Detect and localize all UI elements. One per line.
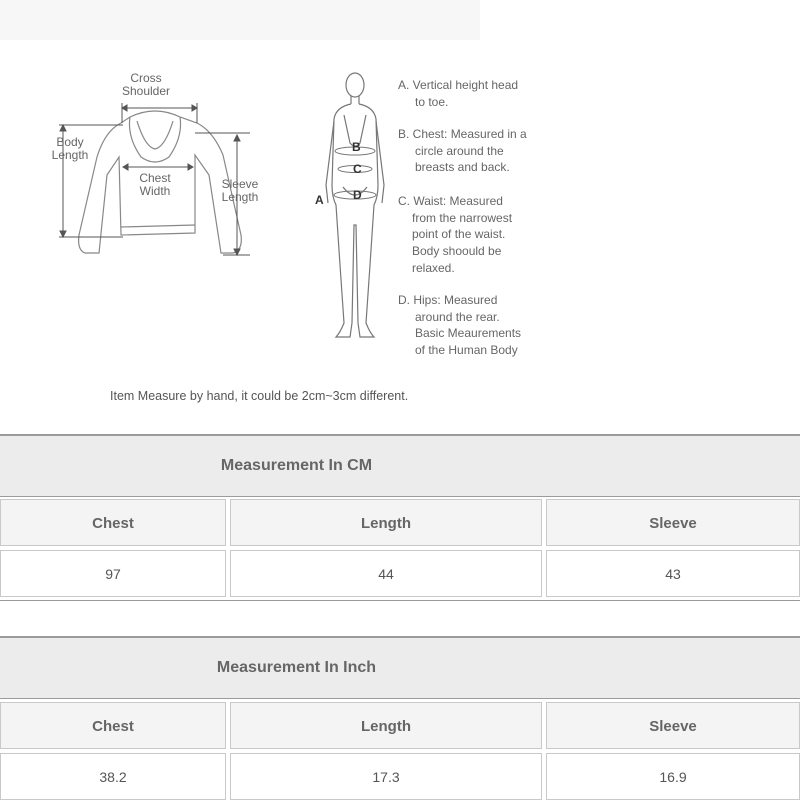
inch-val-length: 17.3 — [230, 753, 542, 800]
inch-table-header — [0, 636, 800, 699]
inch-col-sleeve: Sleeve — [546, 702, 800, 749]
cm-table-bottom-rule — [0, 600, 800, 601]
note-b: B. Chest: Measured in a circle around the breasts and back. — [398, 127, 527, 175]
inch-col-chest: Chest — [0, 702, 226, 749]
inch-col-length: Length — [230, 702, 542, 749]
cm-val-chest: 97 — [0, 550, 226, 597]
cm-col-length: Length — [230, 499, 542, 546]
cm-col-chest: Chest — [0, 499, 226, 546]
cm-val-sleeve: 43 — [546, 550, 800, 597]
head-outline — [346, 73, 364, 97]
chest-width-label: Chest Width — [139, 171, 171, 198]
cm-col-sleeve: Sleeve — [546, 499, 800, 546]
letter-b: B — [352, 140, 361, 154]
torso-outline — [332, 104, 378, 337]
inch-table-title: Measurement In Inch — [216, 659, 377, 676]
letter-a: A — [315, 193, 324, 207]
note-c: C. Waist: Measured from the narrowest point of the waist. Body shoould be relaxed. — [398, 194, 513, 275]
inch-val-chest: 38.2 — [0, 753, 226, 800]
body-diagram — [310, 65, 400, 355]
top-band — [0, 0, 480, 40]
letter-d: D — [353, 188, 362, 202]
note-d: D. Hips: Measured around the rear. Basic Meaurements of the Human Body — [398, 293, 522, 358]
cm-table-header — [0, 434, 800, 497]
letter-c: C — [353, 162, 362, 176]
cm-table-title: Measurement In CM — [220, 457, 373, 474]
note-a: A. Vertical height head to toe. — [398, 78, 519, 109]
disclaimer-text: Item Measure by hand, it could be 2cm~3cm different. — [110, 389, 409, 403]
sleeve-length-label: Sleeve Length — [221, 177, 259, 204]
cross-shoulder-label: Cross Shoulder — [121, 71, 171, 98]
body-length-label: Body Length — [51, 135, 89, 162]
cm-val-length: 44 — [230, 550, 542, 597]
inch-val-sleeve: 16.9 — [546, 753, 800, 800]
hood-outline — [129, 117, 180, 162]
